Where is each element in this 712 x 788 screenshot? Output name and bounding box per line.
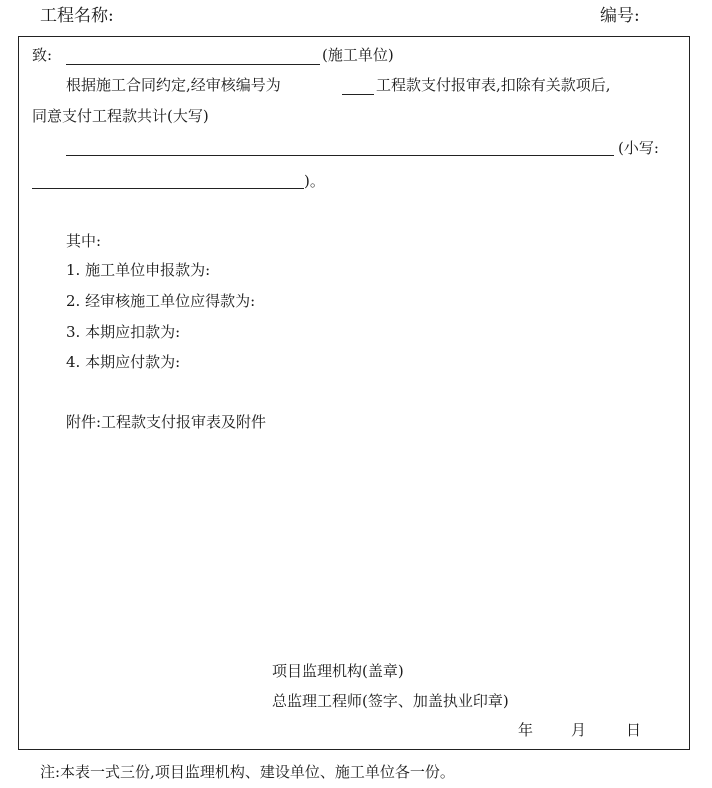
amount-uppercase-blank xyxy=(66,155,614,156)
body-line1-part1: 根据施工合同约定,经审核编号为 xyxy=(66,76,281,94)
amount-lowercase-blank xyxy=(32,188,304,189)
item-applied-amount: 1. 施工单位申报款为: xyxy=(66,261,211,279)
sign-engineer-label: 总监理工程师(签字、加盖执业印章) xyxy=(272,692,509,710)
date-day-label: 日 xyxy=(626,721,642,739)
body-line1-part2: 工程款支付报审表,扣除有关款项后, xyxy=(376,76,611,94)
body-line2: 同意支付工程款共计(大写) xyxy=(32,107,209,125)
item-deduction-amount: 3. 本期应扣款为: xyxy=(66,323,181,341)
attachment-label: 附件:工程款支付报审表及附件 xyxy=(66,413,267,431)
date-month-label: 月 xyxy=(571,721,587,739)
project-name-label: 工程名称: xyxy=(40,6,114,26)
sign-org-label: 项目监理机构(盖章) xyxy=(272,662,404,680)
payment-form-box xyxy=(18,36,690,750)
item-approved-amount: 2. 经审核施工单位应得款为: xyxy=(66,292,256,310)
date-year-label: 年 xyxy=(518,721,534,739)
to-suffix: (施工单位) xyxy=(322,46,394,64)
footer-note: 注:本表一式三份,项目监理机构、建设单位、施工单位各一份。 xyxy=(40,763,455,781)
to-recipient-blank xyxy=(66,64,320,65)
small-amount-label: (小写: xyxy=(618,139,659,157)
review-number-blank xyxy=(342,94,374,95)
small-amount-close: )。 xyxy=(304,172,325,190)
number-label: 编号: xyxy=(600,6,640,26)
item-payable-amount: 4. 本期应付款为: xyxy=(66,353,181,371)
among-label: 其中: xyxy=(66,232,102,250)
to-label: 致: xyxy=(32,46,53,64)
